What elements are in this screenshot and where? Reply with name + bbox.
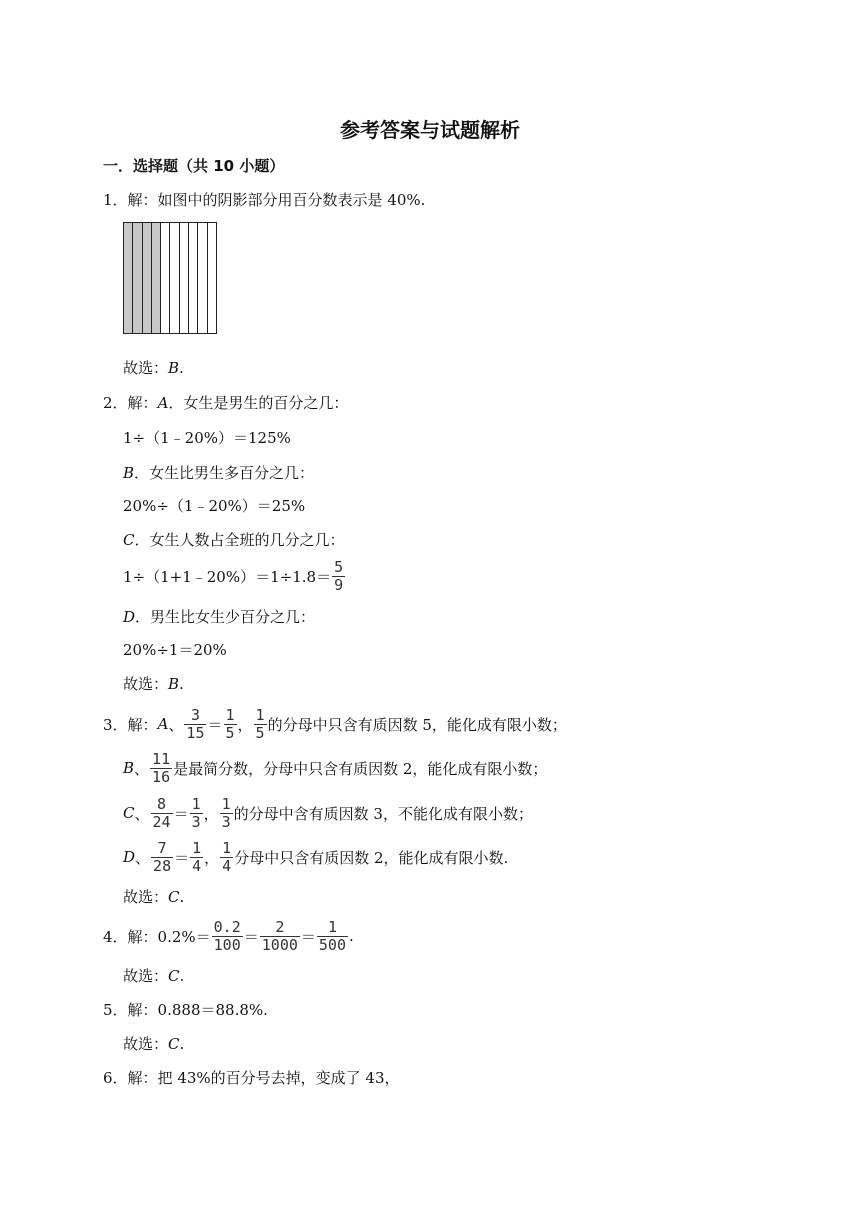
q5-text: 解：0.888＝88.8%. (127, 1001, 268, 1019)
denominator: 9 (334, 575, 344, 594)
option-a-text: 的分母中只含有质因数 5，能化成有限小数； (267, 715, 567, 734)
empty-strip (189, 223, 198, 333)
option-a-label: A (157, 715, 169, 733)
period: . (179, 675, 184, 693)
option-b-label: B (123, 759, 135, 777)
answer-prefix: 故选： (123, 888, 169, 906)
answer-choice: C (168, 888, 180, 906)
period: . (179, 1035, 185, 1053)
q3-line-a (103, 705, 567, 743)
q5-number: 5． (103, 1001, 128, 1019)
q3-line-d (123, 838, 508, 876)
q2-number: 2． (103, 394, 128, 412)
q4-line (103, 917, 354, 955)
option-a-label: A (157, 394, 169, 412)
numerator: 1 (255, 705, 265, 724)
denominator: 4 (222, 856, 232, 875)
q2-calc-d: 20%÷1＝20% (123, 641, 227, 659)
numerator: 1 (221, 794, 231, 813)
jie-label: 解： (127, 394, 158, 412)
q2-calc-a: 1÷（1﹣20%）＝125% (123, 429, 291, 447)
fraction (220, 796, 233, 831)
equals: ＝ (300, 927, 316, 946)
answer-prefix: 故选： (123, 359, 169, 377)
answer-choice: C (168, 1035, 180, 1053)
jie-label: 解： (127, 715, 158, 734)
option-d-label: D (123, 608, 136, 626)
q3-line-c (123, 794, 533, 832)
answer-choice: C (168, 967, 180, 985)
answer-choice: B (168, 675, 180, 693)
fraction (151, 840, 173, 875)
q2-line-c (123, 530, 345, 550)
option-b-text: 是最简分数，分母中只含有质因数 2，能化成有限小数； (173, 759, 548, 778)
q6-line (103, 1068, 400, 1088)
denominator: 5 (255, 723, 265, 742)
numerator: 1 (191, 794, 201, 813)
empty-strip (161, 223, 170, 333)
numerator: 3 (184, 707, 206, 725)
separator: 、 (134, 759, 150, 778)
separator: 、 (134, 804, 150, 823)
denominator: 24 (152, 812, 171, 831)
q3-line-b (123, 749, 547, 787)
q6-text: 解：把 43%的百分号去掉，变成了 43， (127, 1069, 400, 1087)
numerator: 1 (225, 705, 235, 724)
empty-strip (198, 223, 207, 333)
answer-prefix: 故选： (123, 967, 169, 985)
option-c-label: C (123, 531, 135, 549)
option-b-text: ．女生比男生多百分之几： (134, 464, 315, 482)
separator: 、 (168, 715, 184, 734)
q3-number: 3． (103, 715, 128, 734)
option-d-label: D (123, 848, 136, 866)
answer-prefix: 故选： (123, 675, 169, 693)
calc-text: 1÷（1+1﹣20%）＝1÷1.8＝ (123, 567, 332, 586)
q1-text: 解：如图中的阴影部分用百分数表示是 40%. (127, 191, 426, 209)
separator: 、 (135, 848, 151, 867)
fraction (151, 796, 173, 831)
denominator: 1000 (261, 935, 298, 954)
q1-answer (123, 358, 184, 378)
comma: ， (237, 715, 253, 734)
denominator: 3 (191, 812, 201, 831)
option-d-text: 分母中只含有质因数 2，能化成有限小数. (234, 848, 509, 867)
period: . (179, 888, 185, 906)
q2-calc-b: 20%÷（1﹣20%）＝25% (123, 497, 306, 515)
option-c-text: ．女生人数占全班的几分之几： (134, 531, 345, 549)
percent-strip-figure (123, 222, 217, 334)
fraction (317, 919, 348, 954)
option-c-text: 的分母中含有质因数 3，不能化成有限小数； (233, 804, 533, 823)
numerator: 5 (334, 557, 344, 576)
denominator: 100 (213, 935, 241, 954)
q5-line (103, 1000, 268, 1020)
numerator: 0.2 (213, 917, 241, 936)
fraction (220, 840, 233, 875)
page-title: 参考答案与试题解析 (340, 118, 520, 142)
fraction (332, 559, 345, 594)
q2-line-b (123, 463, 314, 483)
fraction (260, 919, 300, 954)
period: . (179, 359, 184, 377)
fraction (212, 919, 243, 954)
denominator: 28 (153, 856, 172, 875)
denominator: 5 (225, 723, 235, 742)
equals: ＝ (173, 804, 189, 823)
period: . (179, 967, 185, 985)
q2-line-a (103, 393, 348, 413)
numerator: 1 (222, 838, 232, 857)
denominator: 15 (186, 723, 205, 742)
option-d-text: ．男生比女生少百分之几： (135, 608, 316, 626)
equals: ＝ (243, 927, 259, 946)
shaded-strip (152, 223, 161, 333)
equals: ＝ (207, 715, 223, 734)
comma: ， (204, 848, 220, 867)
q4-number: 4． (103, 927, 128, 946)
shaded-strip (133, 223, 142, 333)
numerator: 1 (317, 919, 348, 937)
equals: ＝ (174, 848, 190, 867)
q3-answer (123, 887, 184, 907)
q5-answer (123, 1034, 184, 1054)
shaded-strip (143, 223, 152, 333)
fraction (190, 796, 203, 831)
answer-prefix: 故选： (123, 1035, 169, 1053)
denominator: 3 (221, 812, 231, 831)
fraction (190, 840, 203, 875)
q2-calc-c (123, 557, 346, 595)
fraction (150, 751, 172, 786)
option-a-text: ．女生是男生的百分之几： (168, 394, 349, 412)
option-b-label: B (123, 464, 135, 482)
q4-answer (123, 966, 184, 986)
shaded-strip (124, 223, 133, 333)
denominator: 500 (318, 935, 346, 954)
q2-answer (123, 674, 184, 694)
comma: ， (203, 804, 219, 823)
numerator: 2 (260, 919, 300, 937)
numerator: 1 (192, 838, 202, 857)
fraction (224, 707, 237, 742)
answer-choice: B (168, 359, 180, 377)
q6-number: 6． (103, 1069, 128, 1087)
numerator: 7 (151, 840, 173, 858)
option-c-label: C (123, 804, 135, 822)
empty-strip (180, 223, 189, 333)
period: . (349, 927, 354, 945)
q4-text: 解：0.2%＝ (127, 927, 211, 946)
numerator: 8 (151, 796, 173, 814)
denominator: 4 (192, 856, 202, 875)
fraction (184, 707, 206, 742)
fraction (254, 707, 267, 742)
empty-strip (170, 223, 179, 333)
section-heading: 一．选择题（共 10 小题） (103, 157, 285, 175)
q2-line-d (123, 607, 315, 627)
q1-number: 1． (103, 191, 128, 209)
q1-line (103, 190, 425, 210)
denominator: 16 (152, 767, 171, 786)
numerator: 11 (152, 749, 171, 768)
empty-strip (208, 223, 216, 333)
